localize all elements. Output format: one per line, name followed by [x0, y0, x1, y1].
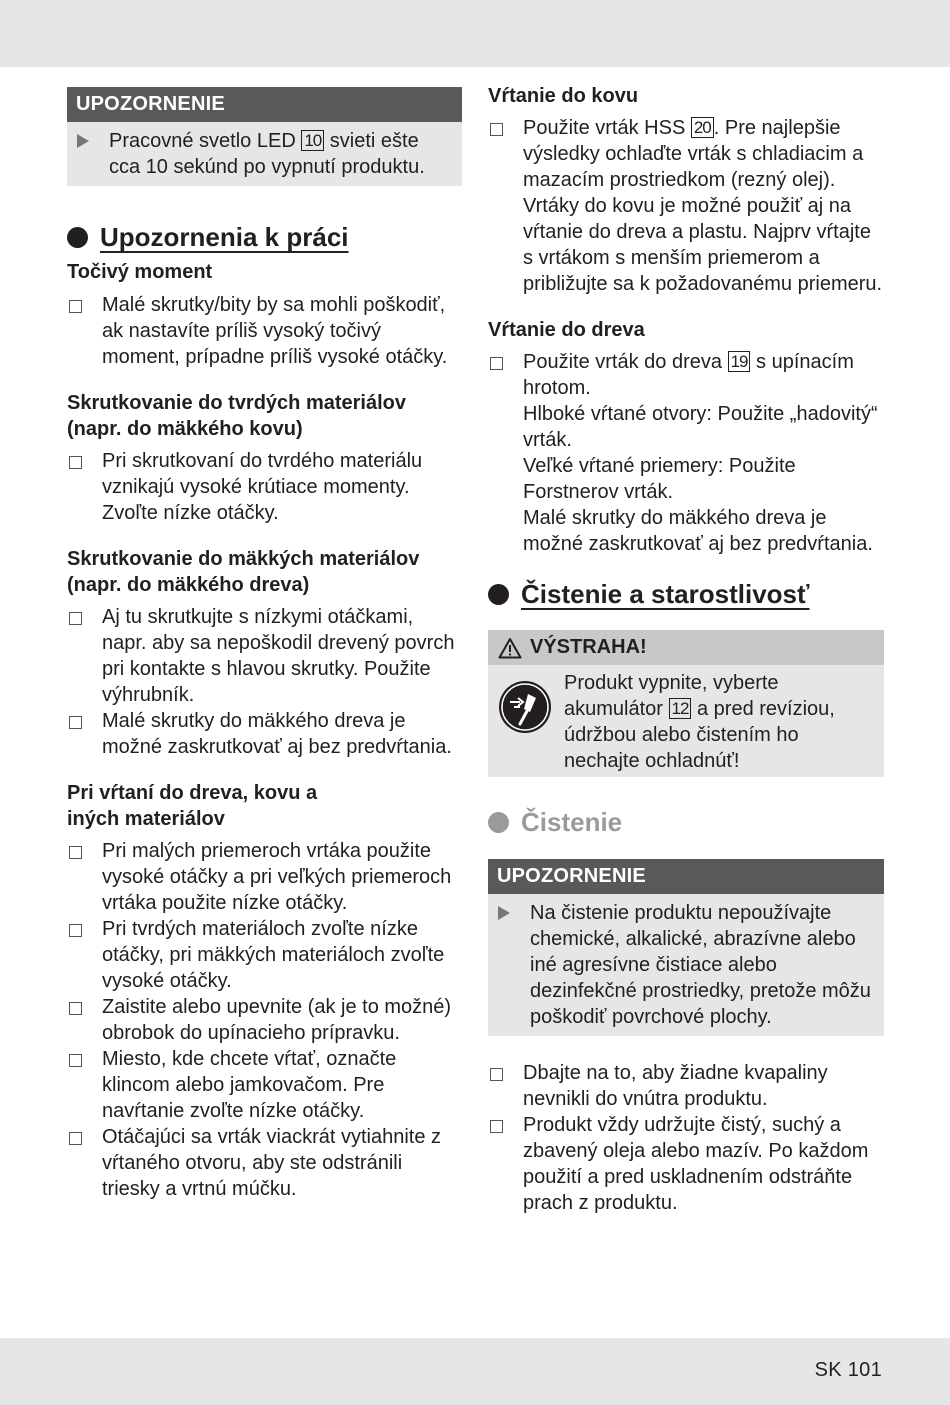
subheading-torque: Točivý moment — [67, 261, 213, 283]
drilling-list — [67, 838, 462, 1202]
ref-number: 19 — [728, 351, 751, 372]
subheading-metal: Vŕtanie do kovu — [488, 85, 639, 107]
section-heading-cleaning — [488, 807, 884, 838]
list-item-text: Otáčajúci sa vrták viackrát vytiahnite z vŕtaného otvoru, aby ste odstránili triesky a vrtnú múčku. — [102, 1126, 442, 1200]
notice-title: UPOZORNENIE — [67, 87, 462, 122]
list-item — [67, 1124, 462, 1202]
disconnect-plug-icon — [498, 670, 552, 774]
list-item-text: Aj tu skrutkujte s nízkymi otáčkami, napr. aby sa nepoškodil drevený povrch pri kontakte s hlavou skrutky. Použite výhrubník. — [102, 606, 455, 706]
list-item — [67, 708, 462, 760]
section-heading-text: Čistenie — [521, 807, 623, 837]
footer-band — [0, 1338, 950, 1405]
list-item — [67, 916, 462, 994]
subheading-wood: Vŕtanie do dreva — [488, 319, 645, 341]
text-end: s upínacím hrotom. — [523, 351, 854, 399]
warning-header — [488, 630, 884, 665]
text-start: Produkt vypnite, vyberte akumulátor — [564, 672, 779, 720]
list-item — [67, 994, 462, 1046]
checkbox-bullet-icon — [69, 1002, 82, 1015]
list-item-text: Produkt vždy udržujte čistý, suchý a zbavený oleja alebo mazív. Po každom použití a pred uskladnením odstráňte prach z produktu. — [523, 1114, 869, 1214]
list-item-text: Zaistite alebo upevnite (ak je to možné) obrobok do upínacieho prípravku. — [102, 996, 452, 1044]
checkbox-bullet-icon — [490, 123, 503, 136]
list-item-text: Pri skrutkovaní do tvrdého materiálu vznikajú vysoké krútiace momenty. Zvoľte nízke otáčky. — [102, 450, 423, 524]
subheading-soft-materials — [67, 546, 462, 598]
list-item — [67, 448, 462, 526]
ref-number: 10 — [301, 130, 324, 151]
section-heading-work — [67, 222, 462, 253]
checkbox-bullet-icon — [490, 357, 503, 370]
list-item-text — [523, 349, 884, 557]
list-item — [67, 604, 462, 708]
metal-list — [488, 115, 884, 297]
text-line: Hlboké vŕtané otvory: Použite „hadovitý“ vrták. — [523, 403, 878, 451]
notice-box-cleaning — [488, 859, 884, 1036]
warning-box — [488, 630, 884, 777]
checkbox-bullet-icon — [69, 300, 82, 313]
list-item-text: Malé skrutky/bity by sa mohli poškodiť, ak nastavíte príliš vysoký točivý moment, prípadne príliš vysoké otáčky. — [102, 294, 448, 368]
text-end: . Pre najlepšie výsledky ochlaďte vrták s chladiacim a mazacím prostriedkom (rezný olej). Vrtáky do kovu je možné použiť aj na vŕtanie do dreva a plastu. Najprv vŕtajte s vrtákom s menším priemerom a približujte sa k požadovanému priemeru. — [523, 117, 883, 295]
subheading-hard-materials — [67, 390, 462, 442]
bullet-dot-icon — [488, 812, 509, 833]
list-item-text: Dbajte na to, aby žiadne kvapaliny nevnikli do vnútra produktu. — [523, 1062, 828, 1110]
text-line: Malé skrutky do mäkkého dreva je možné zaskrutkovať aj bez predvŕtania. — [523, 507, 873, 555]
checkbox-bullet-icon — [69, 924, 82, 937]
checkbox-bullet-icon — [69, 456, 82, 469]
ref-number: 20 — [691, 117, 714, 138]
text-line: Veľké vŕtané priemery: Použite Forstnerov vrták. — [523, 455, 796, 503]
warning-title: VÝSTRAHA! — [530, 636, 647, 658]
cleaning-list — [488, 1060, 884, 1216]
checkbox-bullet-icon — [69, 1054, 82, 1067]
list-item — [67, 838, 462, 916]
checkbox-bullet-icon — [490, 1120, 503, 1133]
torque-list — [67, 292, 462, 370]
warning-body — [488, 665, 884, 777]
notice-title: UPOZORNENIE — [488, 859, 884, 894]
notice-text-start: Pracovné svetlo LED — [109, 130, 302, 152]
list-item — [67, 1046, 462, 1124]
subheading-line: (napr. do mäkkého kovu) — [67, 418, 303, 440]
checkbox-bullet-icon — [69, 716, 82, 729]
checkbox-bullet-icon — [69, 846, 82, 859]
subheading-line: Skrutkovanie do mäkkých materiálov — [67, 548, 420, 570]
notice-row — [67, 122, 462, 186]
list-item — [488, 349, 884, 557]
header-band — [0, 0, 950, 67]
checkbox-bullet-icon — [69, 1132, 82, 1145]
list-item-text: Pri malých priemeroch vrtáka použite vysoké otáčky a pri veľkých priemeroch vrtáka použite nízke otáčky. — [102, 840, 452, 914]
section-heading-text: Upozornenia k práci — [100, 222, 349, 252]
bullet-dot-icon — [488, 584, 509, 605]
left-column — [67, 87, 462, 1202]
hard-list — [67, 448, 462, 526]
checkbox-bullet-icon — [490, 1068, 503, 1081]
ref-number: 12 — [669, 698, 692, 719]
subheading-line: Skrutkovanie do tvrdých materiálov — [67, 392, 407, 414]
list-item-text: Malé skrutky do mäkkého dreva je možné zaskrutkovať aj bez predvŕtania. — [102, 710, 452, 758]
notice-row — [488, 894, 884, 1036]
subheading-drilling — [67, 780, 462, 832]
subheading-line: (napr. do mäkkého dreva) — [67, 574, 310, 596]
section-heading-text: Čistenie a starostlivosť — [521, 579, 810, 609]
bullet-dot-icon — [67, 227, 88, 248]
text-start: Použite vrták HSS — [523, 117, 691, 139]
notice-text: Na čistenie produktu nepoužívajte chemické, alkalické, abrazívne alebo iné agresívne čistiace alebo dezinfekčné prostriedky, pretože môžu poškodiť povrchové plochy. — [530, 902, 871, 1028]
warning-triangle-icon — [498, 637, 522, 659]
list-item-text — [523, 115, 884, 297]
list-item — [488, 1112, 884, 1216]
subheading-line: Pri vŕtaní do dreva, kovu a — [67, 782, 318, 804]
text-start: Použite vrták do dreva — [523, 351, 728, 373]
notice-text — [109, 128, 454, 180]
page-number: SK 101 — [814, 1359, 882, 1381]
text-end: a pred revíziou, údržbou alebo čistením ho nechajte ochladnúť! — [564, 698, 835, 772]
list-item-text: Miesto, kde chcete vŕtať, označte klincom alebo jamkovačom. Pre navŕtanie zvoľte nízke otáčky. — [102, 1048, 397, 1122]
notice-box-led — [67, 87, 462, 186]
section-heading-care — [488, 579, 884, 610]
notice-text-end: svieti ešte cca 10 sekúnd po vypnutí produktu. — [109, 130, 425, 178]
triangle-bullet-icon — [77, 134, 89, 148]
wood-list — [488, 349, 884, 557]
list-item-text: Pri tvrdých materiáloch zvoľte nízke otáčky, pri mäkkých materiáloch zvoľte vysoké otáčky. — [102, 918, 445, 992]
subheading-line: iných materiálov — [67, 808, 225, 830]
list-item — [488, 1060, 884, 1112]
list-item — [488, 115, 884, 297]
warning-text — [564, 670, 876, 774]
triangle-bullet-icon — [498, 906, 510, 920]
checkbox-bullet-icon — [69, 612, 82, 625]
soft-list — [67, 604, 462, 760]
list-item — [67, 292, 462, 370]
right-column — [488, 87, 884, 1216]
